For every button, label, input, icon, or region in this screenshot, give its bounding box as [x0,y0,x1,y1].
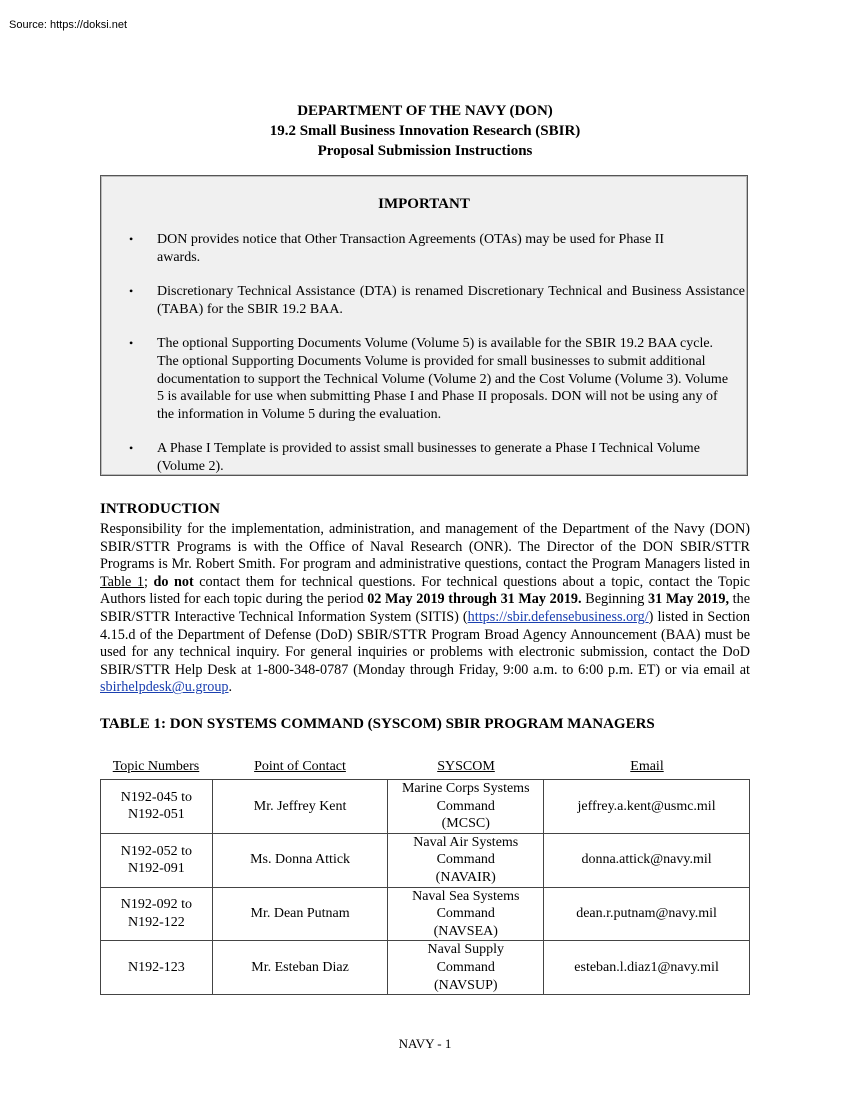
intro-text: Beginning [581,591,648,608]
table-row [101,887,750,941]
intro-beginning-date: 31 May 2019, [648,591,729,608]
table-row [101,941,750,995]
bullet-text: A Phase I Template is provided to assist small businesses to generate a Phase I Technical Volume (Volume 2). [157,441,700,474]
document-title [0,101,850,161]
intro-text: Responsibility for the implementation, administration, and management of the Department of the Navy (DON) SBIR/STTR Programs is with the Office of Naval Research (ONR). The Director of the DON SBIR/STTR Programs is Mr. Robert Smith. For program and administrative questions, contact the Program Managers listed in [100,521,750,573]
introduction-heading: INTRODUCTION [100,501,221,517]
bullet-text: The optional Supporting Documents Volume (Volume 5) is available for the SBIR 19.2 BAA cycle. The optional Supporting Documents Volume is provided for small businesses to submit additional documentation to support the Technical Volume (Volume 2) and the Cost Volume (Volume 3). Volume 5 is available for use when submitting Phase I and Phase II proposals. DON will not be using any of the information in Volume 5 during the evaluation. [157,336,729,422]
bullet-icon: • [129,284,134,299]
syscom-cell: Naval Supply Command (NAVSUP) [388,941,544,995]
column-header-syscom: SYSCOM [437,759,495,774]
email-cell: dean.r.putnam@navy.mil [544,887,750,941]
important-notice-box [100,175,748,476]
topic-numbers-cell: N192-092 to N192-122 [101,887,213,941]
topic-numbers-cell: N192-123 [101,941,213,995]
syscom-program-managers-table [100,779,750,995]
intro-emphasis: do not [153,573,194,590]
title-line-1: DEPARTMENT OF THE NAVY (DON) [297,103,553,119]
important-bullet [129,440,745,475]
syscom-cell: Naval Air Systems Command (NAVAIR) [388,833,544,887]
syscom-cell: Marine Corps Systems Command (MCSC) [388,780,544,834]
important-bullet [129,335,745,423]
bullet-text: DON provides notice that Other Transaction Agreements (OTAs) may be used for Phase II awards. [157,232,665,265]
table-title: TABLE 1: DON SYSTEMS COMMAND (SYSCOM) SBIR PROGRAM MANAGERS [100,716,655,732]
email-cell: donna.attick@navy.mil [544,833,750,887]
table-row [101,833,750,887]
sitis-url-link[interactable]: https://sbir.defensebusiness.org/ [467,608,649,625]
introduction-paragraph [100,521,750,697]
title-line-2: 19.2 Small Business Innovation Research (SBIR) [269,123,581,139]
column-header-point-of-contact: Point of Contact [254,759,346,774]
point-of-contact-cell: Ms. Donna Attick [212,833,388,887]
important-heading: IMPORTANT [378,196,470,212]
topic-numbers-cell: N192-052 to N192-091 [101,833,213,887]
email-cell: esteban.l.diaz1@navy.mil [544,941,750,995]
intro-text: ) listed in Section 4.15.d of the Department of Defense (DoD) SBIR/STTR Program Broad Agency Announcement (BAA) must be used for any technical inquiry. For general inquiries or problems with electronic submission, contact the DoD SBIR/STTR Help Desk at 1-800-348-0787 (Monday through Friday, 9:00 a.m. to 6:00 p.m. ET) or via email at [100,608,750,678]
title-line-3: Proposal Submission Instructions [317,143,533,159]
syscom-cell: Naval Sea Systems Command (NAVSEA) [388,887,544,941]
intro-period-dates: 02 May 2019 through 31 May 2019. [367,591,582,608]
important-bullet-list [129,231,745,493]
intro-text: contact them for technical questions. For technical questions about a topic, contact the Topic Authors listed for each topic during the period [100,573,750,608]
email-cell: jeffrey.a.kent@usmc.mil [544,780,750,834]
intro-text: the SBIR/STTR Interactive Technical Information System (SITIS) ( [100,591,750,625]
point-of-contact-cell: Mr. Esteban Diaz [212,941,388,995]
important-bullet [129,283,745,318]
point-of-contact-cell: Mr. Dean Putnam [212,887,388,941]
intro-text: . [228,679,233,696]
bullet-icon: • [129,336,134,351]
source-label: Source: https://doksi.net [9,19,128,31]
column-header-topic-numbers: Topic Numbers [112,759,200,774]
point-of-contact-cell: Mr. Jeffrey Kent [212,780,388,834]
table-row [101,780,750,834]
topic-numbers-cell: N192-045 to N192-051 [101,780,213,834]
bullet-icon: • [129,441,134,456]
bullet-text: Discretionary Technical Assistance (DTA) is renamed Discretionary Technical and Business Assistance (TABA) for the SBIR 19.2 BAA. [157,284,745,317]
column-header-email: Email [630,759,664,774]
intro-text: ; [143,573,154,590]
page-footer: NAVY - 1 [398,1036,452,1051]
table-1-reference-link[interactable]: Table 1 [100,573,144,590]
important-bullet [129,231,745,266]
bullet-icon: • [129,232,134,246]
helpdesk-email-link[interactable]: sbirhelpdesk@u.group [100,679,229,696]
